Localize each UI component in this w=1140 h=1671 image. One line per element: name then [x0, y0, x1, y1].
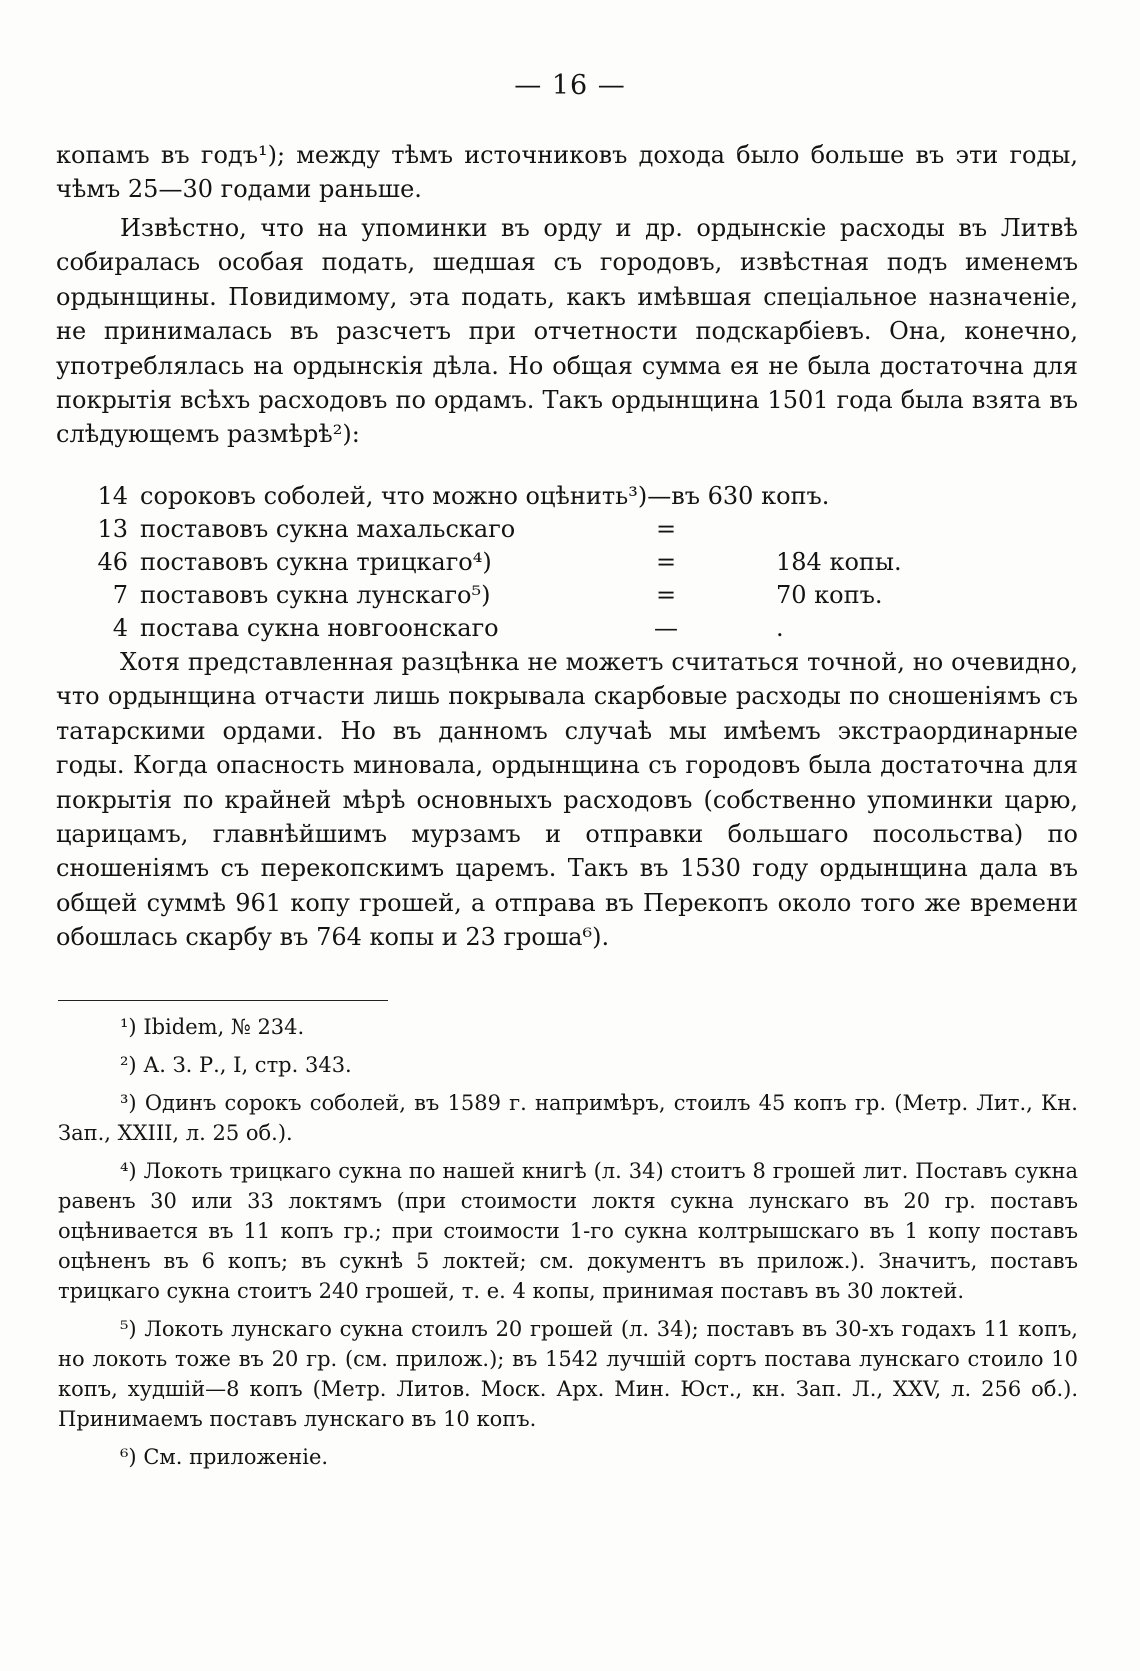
footnote: [58, 1088, 1078, 1148]
levy-item: поставовъ сукна махальскаго: [140, 515, 516, 543]
paragraph-continuation: копамъ въ годъ¹); между тѣмъ источниковъ дохода было больше въ эти годы, чѣмъ 25—30 годами раньше.: [56, 141, 1078, 204]
footnote-text: Одинъ сорокъ соболей, въ 1589 г. напримѣръ, стоилъ 45 копъ гр. (Метр. Лит., Кн. Зап., XXIII, л. 25 об.).: [58, 1091, 1078, 1145]
footnote-mark: ⁶): [120, 1445, 137, 1469]
levy-value: 70 копъ.: [776, 581, 883, 609]
footnote-text: Локоть трицкаго сукна по нашей книгѣ (л. 34) стоитъ 8 грошей лит. Поставъ сукна равенъ 30 или 33 локтямъ (при стоимости локтя сукна лунскаго въ 20 гр. поставъ оцѣнивается въ 11 копъ гр.; при стоимости 1-го сукна колтрышскаго въ 1 копу поставъ оцѣненъ въ 6 копъ; въ сукнѣ 5 локтей; см. документъ въ прилож.). Значитъ, поставъ трицкаго сукна стоитъ 240 грошей, т. е. 4 копы, принимая поставъ въ 30 локтей.: [58, 1159, 1078, 1303]
levy-qty: 4: [112, 614, 128, 642]
levy-row: [56, 480, 1078, 513]
page-number: — 16 —: [514, 70, 626, 101]
levy-equals: =: [655, 548, 677, 576]
footnote-mark: ⁵): [120, 1317, 137, 1341]
levy-row: [56, 612, 1078, 645]
levy-item: постава сукна новгоонскаго: [140, 614, 499, 642]
footnote: [58, 1442, 1078, 1472]
footnote-mark: ³): [120, 1091, 137, 1115]
footnote: [58, 1050, 1078, 1080]
footnotes: [58, 1012, 1078, 1480]
footnote-mark: ²): [120, 1053, 137, 1077]
levy-qty: 46: [97, 548, 128, 576]
levy-equals: =: [655, 581, 677, 609]
footnote-text: А. З. Р., I, стр. 343.: [143, 1053, 352, 1077]
levy-item: поставовъ сукна лунскаго⁵): [140, 581, 491, 609]
footnote-text: Локоть лунскаго сукна стоилъ 20 грошей (л. 34); поставъ въ 30-хъ годахъ 11 копъ, но локоть тоже въ 20 гр. (см. прилож.); въ 1542 лучшій сортъ постава лунскаго стоило 10 копъ, худшій—8 копъ (Метр. Литов. Моск. Арх. Мин. Юст., кн. Зап. Л., XXV, л. 256 об.). Принимаемъ поставъ лунскаго въ 10 копъ.: [58, 1317, 1078, 1431]
levy-row: [56, 513, 1078, 546]
paragraph-estimate: Хотя представленная разцѣнка не можетъ считаться точной, но очевидно, что ордынщина отчасти лишь покрывала скарбовые расходы по сношеніямъ съ татарскими ордами. Но въ данномъ случаѣ мы имѣемъ экстраординарные годы. Когда опасность миновала, ордынщина съ городовъ была достаточна для покрытія по крайней мѣрѣ основныхъ расходовъ (собственно упоминки царю, царицамъ, главнѣйшимъ мурзамъ и отправки большаго посольства) по сношеніямъ съ перекопскимъ царемъ. Такъ въ 1530 году ордынщина дала въ общей суммѣ 961 копу грошей, а отправа въ Перекопъ около того же времени обошлась скарбу въ 764 копы и 23 гроша⁶).: [56, 648, 1078, 952]
levy-table: [56, 480, 1078, 645]
footnote: [58, 1156, 1078, 1306]
levy-qty: 7: [112, 581, 128, 609]
footnote: [58, 1314, 1078, 1434]
footnote-text: Ibidem, № 234.: [143, 1015, 305, 1039]
levy-equals: =: [655, 515, 677, 543]
levy-value: .: [776, 614, 784, 642]
levy-equals: —: [654, 614, 678, 642]
levy-qty: 14: [97, 482, 128, 510]
footnote-text: См. приложеніе.: [143, 1445, 329, 1469]
levy-item: поставовъ сукна трицкаго⁴): [140, 548, 492, 576]
levy-row: [56, 546, 1078, 579]
footnote: [58, 1012, 1078, 1042]
paragraph-ordynshchina: Извѣстно, что на упоминки въ орду и др. ордынскіе расходы въ Литвѣ собиралась особая подать, шедшая съ городовъ, извѣстная подъ именемъ ордынщины. Повидимому, эта подать, какъ имѣвшая спеціальное назначеніе, не принималась въ разсчетъ при отчетности подскарбіевъ. Она, конечно, употреблялась на ордынскія дѣла. Но общая сумма ея не была достаточна для покрытія всѣхъ расходовъ по ордамъ. Такъ ордынщина 1501 года была взята въ слѣдующемъ размѣрѣ²):: [56, 214, 1078, 449]
footnote-mark: ¹): [120, 1015, 137, 1039]
levy-qty: 13: [97, 515, 128, 543]
levy-row: [56, 579, 1078, 612]
levy-value: 184 копы.: [776, 548, 902, 576]
levy-item: сороковъ соболей, что можно оцѣнить³)—въ 630 копъ.: [140, 482, 830, 510]
footnote-divider: [58, 1000, 388, 1001]
footnote-mark: ⁴): [120, 1159, 137, 1183]
